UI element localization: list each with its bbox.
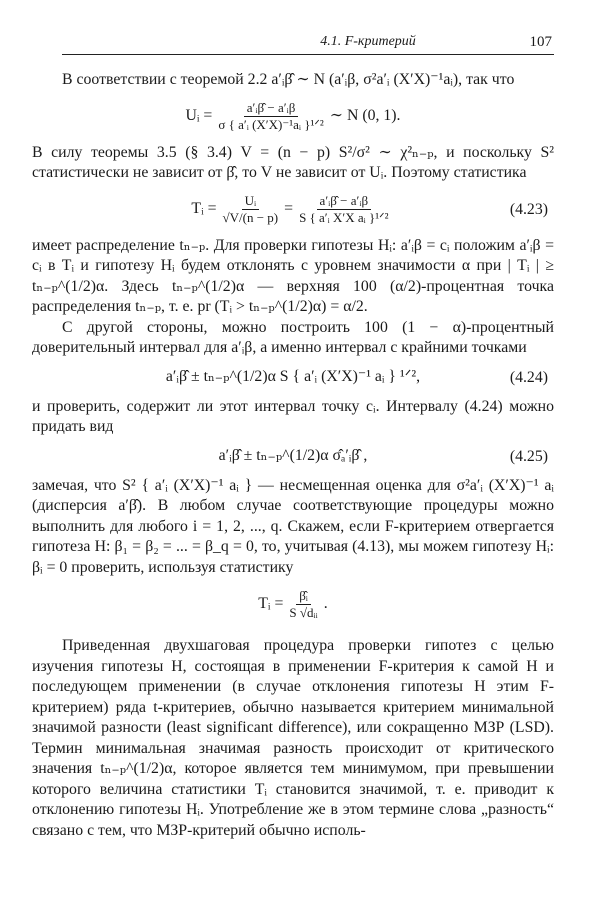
equation-t-i-denominator: S √dᵢᵢ (289, 604, 318, 620)
equation-u-i-rhs: ∼ N (0, 1). (329, 107, 401, 125)
equation-4-23-numerator-1: Uᵢ (242, 193, 260, 210)
paragraph-confidence-interval: С другой стороны, можно построить 100 (1 − α)-процентный доверительный интервал для a′ᵢβ, а именно интервал с крайними точками (32, 318, 554, 356)
equation-4-23-numerator-2: a′ᵢβ̂ − a′ᵢβ (317, 193, 372, 210)
equation-4-25 (32, 442, 554, 472)
paragraph-lsd-procedure: Приведенная двухшаговая процедура проверки гипотез с целью изучения гипотезы H, состоящая в применении F-критерия к самой H и последующем применении (в случае отклонения гипотезы H этим F-критерием) ряда t-критериев, обычно называется критерием минимальной значимой разности (least significant difference), или сокращенно МЗР (LSD). Термин минимальная значимая разность происходит от критического значения tₙ₋ₚ^(1/2)α, которое является тем минимумом, при превышении которого величина статистики Tᵢ становится значимой, т. е. приводит к отклонению гипотезы Hᵢ. Употребление же в этом термине слова „разность“ связано с тем, что МЗР-критерий обычно исполь- (32, 637, 554, 839)
paragraph-check-interval: и проверить, содержит ли этот интервал точку cᵢ. Интервалу (4.24) можно придать вид (32, 397, 554, 435)
equation-4-23 (32, 188, 554, 232)
equation-t-i-end: . (323, 594, 328, 612)
equation-t-i-lhs: Tᵢ = (258, 594, 284, 612)
page-header (62, 32, 554, 55)
equation-u-i-lhs: Uᵢ = (185, 107, 213, 125)
equation-t-i (32, 582, 554, 626)
equation-4-24 (32, 363, 554, 393)
equation-u-i-fraction (215, 100, 326, 133)
equation-4-23-lhs: Tᵢ = (191, 200, 217, 218)
paragraph-distribution: имеет распределение tₙ₋ₚ. Для проверки гипотезы Hᵢ: a′ᵢβ = cᵢ положим a′ᵢβ = cᵢ в Tᵢ и гипотезу Hᵢ будем отклонять с уровнем значимости α при | Tᵢ | ≥ tₙ₋ₚ^(1/2)α. Здесь tₙ₋ₚ^(1/2)α — верхняя 100 (α/2)-процентная точка распределения tₙ₋ₚ, т. е. pr (Tᵢ > tₙ₋ₚ^(1/2)α) = α/2. (32, 236, 554, 315)
equation-4-23-equals: = (284, 200, 294, 218)
equation-u-i-denominator: σ { a′ᵢ (X′X)⁻¹aᵢ }¹ᐟ² (218, 117, 324, 132)
equation-4-25-body: a′ᵢβ̂ ± tₙ₋ₚ^(1/2)α σ̂ₐ′ᵢβ̂ , (218, 447, 368, 465)
equation-4-23-denominator-1: √V/(n − p) (222, 210, 279, 225)
page-number: 107 (529, 34, 552, 50)
paragraph-unbiased-estimate: замечая, что S² { a′ᵢ (X′X)⁻¹ aᵢ } — несмещенная оценка для σ²a′ᵢ (X′X)⁻¹ aᵢ (дисперсия a′β̂). В любом случае соответствующие процедуры можно выполнить для любого i = 1, 2, ..., q. Скажем, если F-критерием отвергается гипотеза H: β₁ = β₂ = ... = β_q = 0, то, учитывая (4.13), мы можем гипотезу Hᵢ: βᵢ = 0 проверить, используя статистику (32, 476, 554, 576)
equation-t-i-numerator: β̂ᵢ (296, 588, 311, 605)
equation-4-23-fraction-2 (296, 193, 392, 226)
equation-4-23-denominator-2: S { a′ᵢ X′X aᵢ }¹ᐟ² (299, 210, 389, 225)
paragraph-theorem-3-5: В силу теоремы 3.5 (§ 3.4) V = (n − p) S²/σ² ∼ χ²ₙ₋ₚ, и поскольку S² статистически не зависит от β̂, то V не зависит от Uᵢ. Поэтому статистика (32, 143, 554, 181)
equation-number-4-24: (4.24) (509, 368, 548, 386)
equation-u-i (32, 95, 554, 139)
equation-number-4-25: (4.25) (509, 447, 548, 465)
equation-t-i-fraction (286, 588, 320, 621)
running-head: 4.1. F-критерий (320, 34, 416, 49)
paragraph-theorem-2-2: В соответствии с теоремой 2.2 a′ᵢβ̂ ∼ N (a′ᵢβ, σ²a′ᵢ (X′X)⁻¹aᵢ), так что (62, 71, 515, 88)
equation-4-24-body: a′ᵢβ̂ ± tₙ₋ₚ^(1/2)α S { a′ᵢ (X′X)⁻¹ aᵢ } ¹ᐟ², (165, 368, 421, 386)
page-body (32, 70, 554, 841)
equation-number-4-23: (4.23) (509, 200, 548, 218)
equation-4-23-fraction-1 (220, 193, 282, 226)
equation-u-i-numerator: a′ᵢβ̂ − a′ᵢβ (244, 100, 299, 117)
